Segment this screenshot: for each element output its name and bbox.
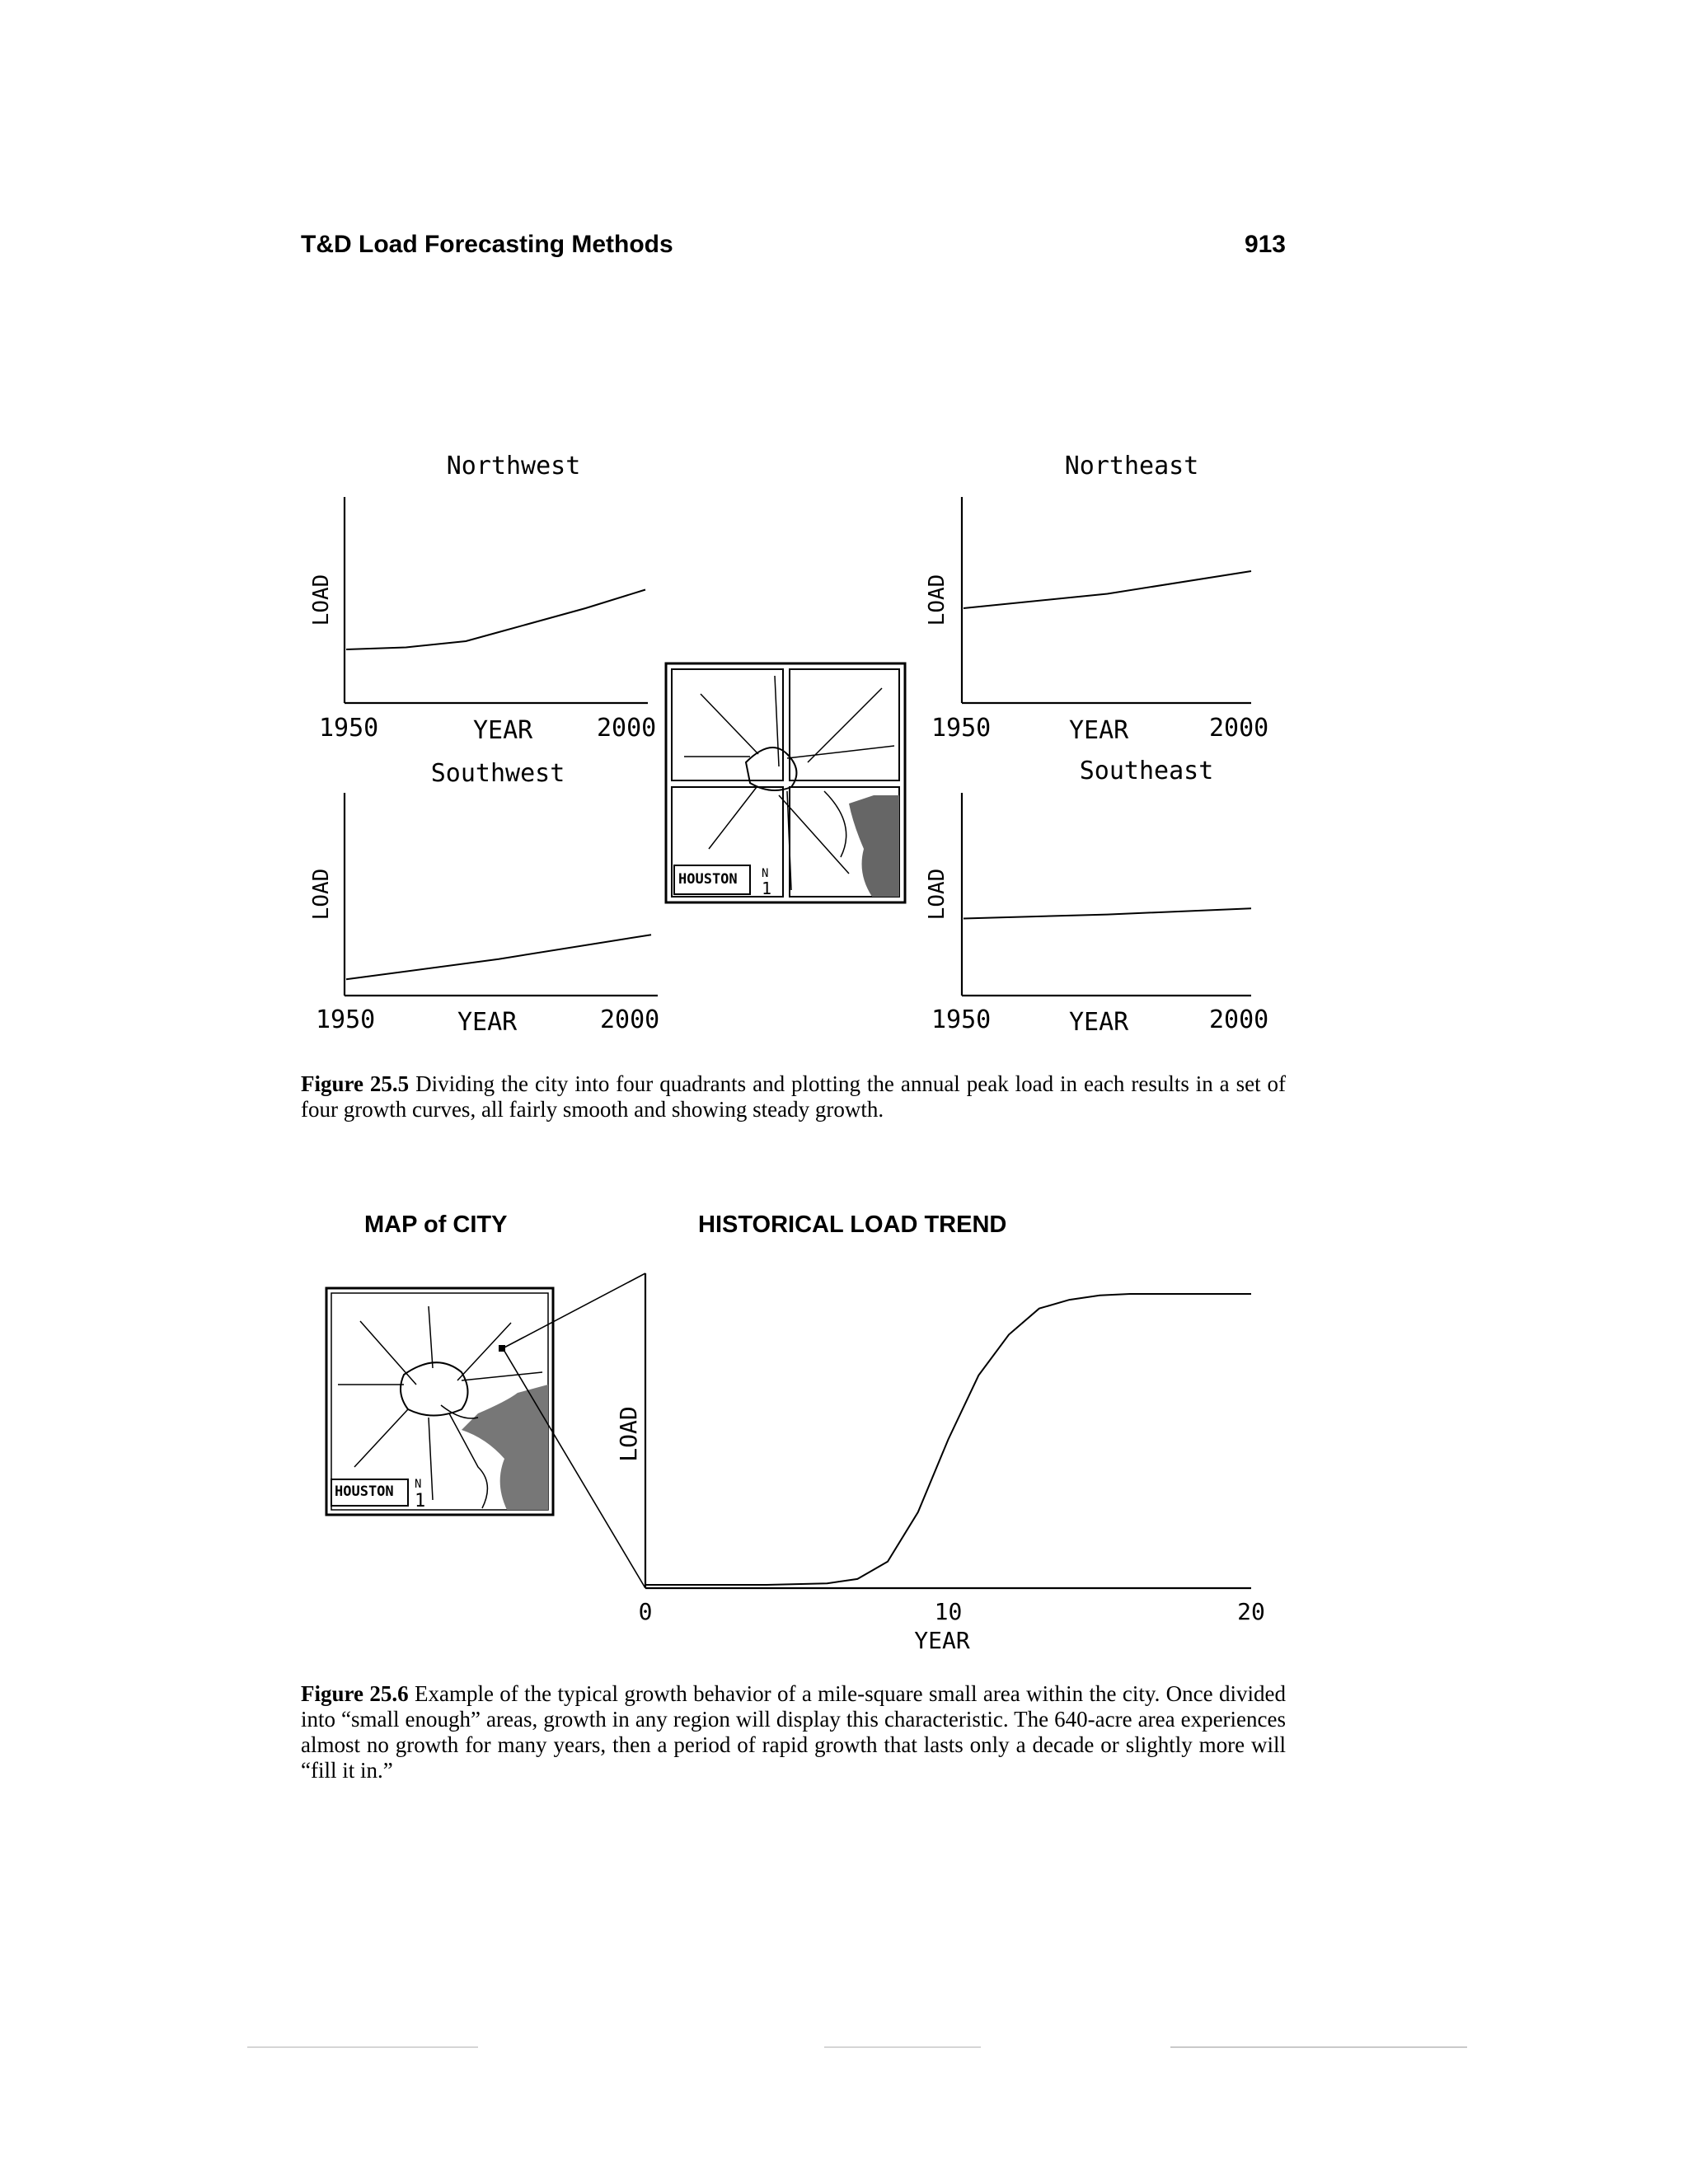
trend-tick-label: 10 bbox=[934, 1598, 963, 1625]
southwest-load-line bbox=[346, 935, 651, 979]
northwest-xlabel: YEAR bbox=[473, 716, 533, 745]
northeast-x-end: 2000 bbox=[1209, 714, 1269, 743]
southeast-xlabel: YEAR bbox=[1069, 1008, 1129, 1037]
trend-tick-label: 0 bbox=[638, 1598, 653, 1625]
city-map-north-letter: N bbox=[415, 1478, 422, 1491]
historical-load-chart bbox=[615, 1273, 1265, 1654]
southeast-x-end: 2000 bbox=[1209, 1005, 1269, 1034]
scan-artifact-middle bbox=[824, 2046, 981, 2048]
northeast-ylabel: LOAD bbox=[925, 574, 950, 626]
scan-artifact-left bbox=[247, 2046, 478, 2048]
southwest-xlabel: YEAR bbox=[457, 1008, 518, 1037]
quadrant-north-letter: N bbox=[762, 867, 769, 880]
northeast-load-line bbox=[964, 571, 1251, 608]
southwest-panel bbox=[309, 759, 659, 1037]
quadrant-nw-box bbox=[672, 669, 783, 780]
northeast-panel bbox=[925, 452, 1268, 745]
chart-title: HISTORICAL LOAD TREND bbox=[698, 1212, 1007, 1238]
figure-25-6-text: Example of the typical growth behavior of a mile-square small area within the city. Once divided into “small enough” areas, growth in any region will display this characteristic. The 640-acre area experiences almost no growth for many years, then a period of rapid growth that lasts only a decade or slightly more will “fill it in.” bbox=[301, 1681, 1286, 1783]
city-map-north-number: 1 bbox=[415, 1491, 426, 1511]
southwest-ylabel: LOAD bbox=[309, 868, 334, 921]
figure-25-6-caption bbox=[301, 1681, 1286, 1783]
quadrant-north-number: 1 bbox=[762, 879, 772, 898]
northwest-x-end: 2000 bbox=[597, 714, 657, 743]
southwest-x-start: 1950 bbox=[316, 1005, 376, 1034]
page-number: 913 bbox=[1244, 231, 1286, 258]
northeast-x-start: 1950 bbox=[931, 714, 992, 743]
northwest-load-line bbox=[346, 590, 645, 650]
city-map bbox=[326, 1288, 553, 1515]
trend-tick-label: 20 bbox=[1237, 1598, 1265, 1625]
zoom-line-upper bbox=[503, 1273, 645, 1348]
southeast-load-line bbox=[964, 908, 1251, 918]
city-map-loop-road bbox=[401, 1362, 468, 1415]
northwest-title: Northwest bbox=[446, 452, 581, 480]
northwest-x-start: 1950 bbox=[319, 714, 379, 743]
northwest-ylabel: LOAD bbox=[309, 574, 334, 626]
figure-25-6-label: Figure 25.6 bbox=[301, 1681, 409, 1706]
southeast-ylabel: LOAD bbox=[925, 868, 950, 921]
quadrant-city-map bbox=[666, 663, 905, 902]
southeast-title: Southeast bbox=[1079, 757, 1214, 785]
city-map-label: HOUSTON bbox=[335, 1483, 394, 1500]
trend-load-line bbox=[645, 1294, 1251, 1585]
northwest-panel bbox=[309, 452, 656, 745]
southeast-x-start: 1950 bbox=[931, 1005, 992, 1034]
quadrant-map-label: HOUSTON bbox=[678, 871, 738, 888]
quadrant-map-bay bbox=[849, 795, 899, 897]
trend-xlabel: YEAR bbox=[914, 1627, 970, 1654]
scan-artifact-right bbox=[1170, 2046, 1467, 2048]
trend-ylabel: LOAD bbox=[615, 1406, 642, 1462]
running-title: T&D Load Forecasting Methods bbox=[301, 231, 673, 258]
northeast-title: Northeast bbox=[1064, 452, 1199, 480]
map-title: MAP of CITY bbox=[364, 1212, 508, 1238]
trend-tick-labels bbox=[639, 1598, 1265, 1625]
southwest-title: Southwest bbox=[430, 759, 565, 788]
figure-25-5-caption bbox=[301, 1071, 1286, 1122]
northeast-xlabel: YEAR bbox=[1069, 716, 1129, 745]
figure-25-5-text: Dividing the city into four quadrants and plotting the annual peak load in each results in a set of four growth curves, all fairly smooth and showing steady growth. bbox=[301, 1071, 1287, 1122]
southwest-x-end: 2000 bbox=[600, 1005, 660, 1034]
southeast-panel bbox=[925, 757, 1268, 1037]
figure-25-5-label: Figure 25.5 bbox=[301, 1071, 410, 1096]
